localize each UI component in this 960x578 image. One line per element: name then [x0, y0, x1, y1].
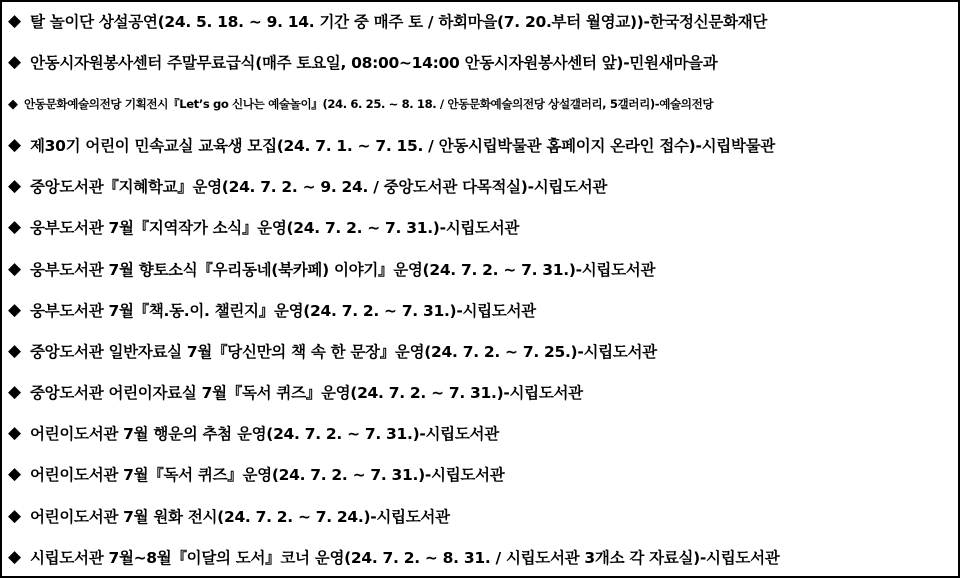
list-item — [8, 171, 607, 201]
list-item-text: 웅부도서관 7월『책.동.이. 챌린지』운영(24. 7. 2. ~ 7. 31.)-시립도서관 — [30, 302, 536, 320]
list-item — [8, 47, 717, 77]
list-item — [8, 377, 583, 407]
diamond-bullet-icon: ◆ — [8, 299, 21, 320]
list-item-text: 탈 놀이단 상설공연(24. 5. 18. ~ 9. 14. 기간 중 매주 토 / 하회마을(7. 20.부터 월영교))-한국정신문화재단 — [30, 13, 768, 31]
diamond-bullet-icon: ◆ — [8, 340, 21, 361]
list-item — [8, 542, 779, 572]
list-item-text: 제30기 어린이 민속교실 교육생 모집(24. 7. 1. ~ 7. 15. / 안동시립박물관 홈페이지 온라인 접수)-시립박물관 — [30, 137, 775, 155]
list-item-text: 중앙도서관 일반자료실 7월『당신만의 책 속 한 문장』운영(24. 7. 2. ~ 7. 25.)-시립도서관 — [30, 343, 657, 361]
diamond-bullet-icon: ◆ — [8, 381, 21, 402]
list-item-text: 시립도서관 7월~8월『이달의 도서』코너 운영(24. 7. 2. ~ 8. 31. / 시립도서관 3개소 각 자료실)-시립도서관 — [30, 549, 780, 567]
list-item — [8, 459, 504, 489]
list-item-text: 웅부도서관 7월『지역작가 소식』운영(24. 7. 2. ~ 7. 31.)-시립도서관 — [30, 219, 520, 237]
list-item-text: 어린이도서관 7월 행운의 추첨 운영(24. 7. 2. ~ 7. 31.)-시립도서관 — [30, 425, 499, 443]
list-item — [8, 6, 767, 36]
diamond-bullet-icon: ◆ — [8, 175, 21, 196]
diamond-bullet-icon: ◆ — [8, 51, 21, 72]
list-item-text: 안동시자원봉사센터 주말무료급식(매주 토요일, 08:00~14:00 안동시자원봉사센터 앞)-민원새마을과 — [30, 54, 718, 72]
list-item-text: 웅부도서관 7월 향토소식『우리동네(북카페) 이야기』운영(24. 7. 2. ~ 7. 31.)-시립도서관 — [30, 261, 656, 279]
diamond-bullet-icon: ◆ — [8, 10, 21, 31]
list-item-text: 중앙도서관 어린이자료실 7월『독서 퀴즈』운영(24. 7. 2. ~ 7. 31.)-시립도서관 — [30, 384, 583, 402]
list-item — [8, 295, 536, 325]
diamond-bullet-icon: ◆ — [8, 96, 18, 112]
list-item — [8, 501, 450, 531]
list-item-text: 중앙도서관『지혜학교』운영(24. 7. 2. ~ 9. 24. / 중앙도서관 다목적실)-시립도서관 — [30, 178, 608, 196]
list-item — [8, 418, 499, 448]
list-item — [8, 89, 713, 119]
diamond-bullet-icon: ◆ — [8, 463, 21, 484]
list-item — [8, 212, 519, 242]
list-item — [8, 254, 655, 284]
diamond-bullet-icon: ◆ — [8, 422, 21, 443]
list-item-text: 안동문화예술의전당 기획전시『Let’s go 신나는 예술놀이』(24. 6. 25. ~ 8. 18. / 안동문화예술의전당 상설갤러리, 5갤러리)-예술의전당 — [24, 97, 714, 111]
diamond-bullet-icon: ◆ — [8, 216, 21, 237]
diamond-bullet-icon: ◆ — [8, 505, 21, 526]
diamond-bullet-icon: ◆ — [8, 258, 21, 279]
list-item-text: 어린이도서관 7월『독서 퀴즈』운영(24. 7. 2. ~ 7. 31.)-시립도서관 — [30, 466, 505, 484]
list-item — [8, 130, 775, 160]
list-item-text: 어린이도서관 7월 원화 전시(24. 7. 2. ~ 7. 24.)-시립도서관 — [30, 508, 450, 526]
diamond-bullet-icon: ◆ — [8, 134, 21, 155]
list-item — [8, 336, 657, 366]
diamond-bullet-icon: ◆ — [8, 546, 21, 567]
